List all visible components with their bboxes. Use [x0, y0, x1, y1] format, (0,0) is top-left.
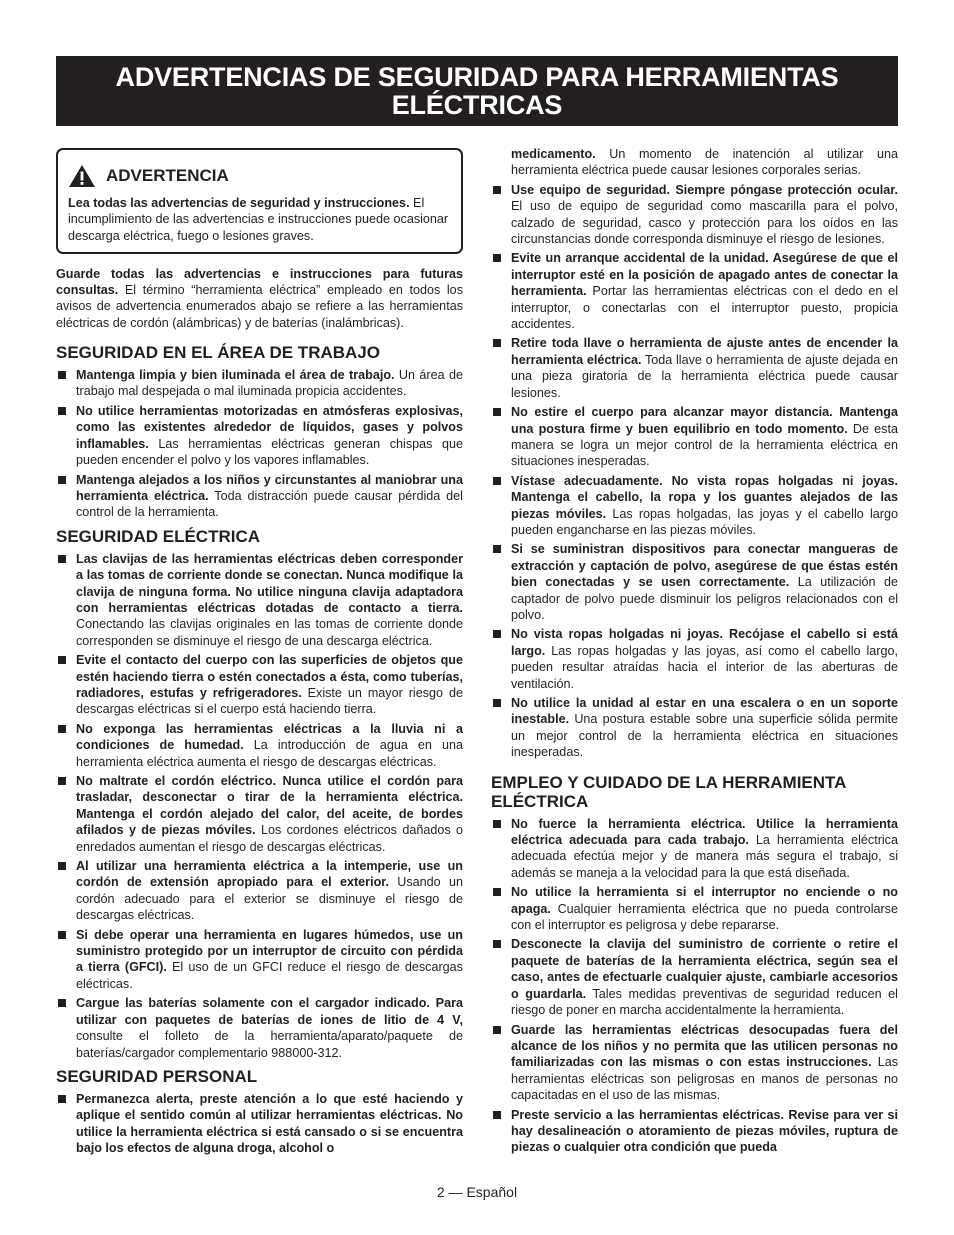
item-text: De esta manera se logra un mejor control de la herramienta eléctrica en situaciones inesperadas.	[511, 421, 898, 469]
item-text: consulte el folleto de la herramienta/aparato/paquete de baterías/cargador complementario 988000-312.	[76, 1029, 463, 1060]
bullet-icon	[58, 931, 66, 939]
personal-continuation	[491, 146, 898, 179]
item-text: Un área de trabajo mal despejada o mal iluminada propicia accidentes.	[76, 368, 464, 399]
list-item	[491, 816, 898, 882]
item-text: Cualquier herramienta eléctrica que no pueda controlarse con el interruptor es peligrosa y debe repararse.	[511, 901, 898, 933]
warning-box	[56, 148, 463, 254]
intro-text: El término “herramienta eléctrica” empleado en todos los avisos de advertencia enumerados abajo se refiere a las herramientas eléctricas de cordón (alámbricas) y de baterías (inalámbricas).	[56, 283, 463, 330]
list-item	[56, 858, 463, 924]
item-bold: No fuerce la herramienta eléctrica. Utilice la herramienta eléctrica adecuada para cada trabajo.	[511, 816, 898, 848]
section-tool-use	[491, 773, 898, 1156]
intro-paragraph	[56, 266, 463, 331]
right-column	[491, 146, 898, 1162]
warning-body-text: El incumplimiento de las advertencias e instrucciones puede ocasionar descarga eléctrica, fuego o lesiones graves.	[68, 196, 449, 243]
item-bold: Retire toda llave o herramienta de ajuste antes de encender la herramienta eléctrica.	[511, 336, 898, 367]
section-title-electrical: SEGURIDAD ELÉCTRICA	[56, 526, 261, 546]
bullet-icon	[493, 1111, 501, 1119]
item-text: Los cordones eléctricos dañados o enredados aumentan el riesgo de descargas eléctricas.	[76, 823, 464, 854]
bullet-icon	[58, 407, 66, 415]
item-text: Un momento de inatención al utilizar una herramienta eléctrica puede causar lesiones corporales serias.	[511, 147, 898, 178]
item-text: Tales medidas preventivas de seguridad reducen el riesgo de poner en marcha accidentalmente la herramienta.	[511, 986, 898, 1018]
item-text: Conectando las clavijas originales en las tomas de corriente donde corresponden se disminuye el riesgo de una descarga eléctrica.	[76, 617, 463, 648]
item-text: Las herramientas eléctricas generan chispas que pueden encender el polvo y los vapores inflamables.	[76, 436, 463, 468]
list-item	[491, 250, 898, 332]
bullet-icon	[493, 186, 501, 194]
tool-use-list	[491, 816, 898, 1156]
item-bold: No vista ropas holgadas ni joyas. Recójase el cabello si está largo.	[511, 627, 898, 658]
list-item	[491, 936, 898, 1018]
item-text: El uso de equipo de seguridad como mascarilla para el polvo, calzado de seguridad, casco y protección para los oídos en las circunstancias donde corresponda disminuye el riesgo de lesiones.	[511, 199, 898, 247]
item-text: El uso de un GFCI reduce el riesgo de descargas eléctricas.	[76, 960, 463, 991]
section-personal	[56, 1067, 463, 1157]
list-item	[56, 721, 463, 770]
bullet-icon	[493, 820, 501, 828]
warning-bold-text: Lea todas las advertencias de seguridad y instrucciones.	[68, 196, 410, 210]
item-bold: Al utilizar una herramienta eléctrica a la intemperie, use un cordón de extensión apropiado para el exterior.	[76, 859, 463, 890]
item-bold: No utilice la herramienta si el interruptor no enciende o no apaga.	[511, 885, 898, 916]
electrical-list	[56, 551, 463, 1061]
left-column	[56, 148, 463, 1163]
bullet-icon	[58, 725, 66, 733]
page-footer: 2 — Español	[436, 1184, 518, 1200]
bullet-icon	[58, 656, 66, 664]
bullet-icon	[493, 940, 501, 948]
list-item	[56, 1091, 463, 1157]
item-bold: medicamento.	[511, 147, 596, 161]
item-bold: No estire el cuerpo para alcanzar mayor distancia. Mantenga una postura firme y buen equilibrio en todo momento.	[511, 405, 898, 436]
item-text: Las ropas holgadas y las joyas, así como el cabello largo, pueden resultar atraídas hacia el interior de las aberturas de ventilación.	[511, 643, 898, 691]
section-title-tool-use: EMPLEO Y CUIDADO DE LA HERRAMIENTA ELÉCTRICA	[491, 772, 846, 811]
item-bold: Si debe operar una herramienta en lugares húmedos, use un suministro protegido por un interruptor de circuito con pérdida a tierra (GFCI).	[76, 927, 463, 975]
item-bold: Guarde las herramientas eléctricas desocupadas fuera del alcance de los niños y no permita que las utilicen personas no familiarizadas con las mismas o con estas instrucciones.	[511, 1022, 898, 1070]
item-bold: Desconecte la clavija del suministro de corriente o retire el paquete de baterías de la herramienta eléctrica, según sea el caso, antes de efectuarle cualquier ajuste, cambiarle accesorios o guardarla.	[511, 937, 898, 1001]
warning-triangle-icon	[68, 164, 96, 188]
bullet-icon	[58, 476, 66, 484]
item-bold: Mantenga alejados a los niños y circunstantes al maniobrar una herramienta eléctrica.	[76, 472, 463, 503]
work-area-list	[56, 367, 463, 521]
bullet-icon	[58, 999, 66, 1007]
section-work-area	[56, 343, 463, 521]
personal-list-continued	[491, 182, 898, 761]
list-item	[56, 551, 463, 649]
personal-list	[56, 1091, 463, 1157]
bullet-icon	[58, 862, 66, 870]
bullet-icon	[493, 545, 501, 553]
bullet-icon	[493, 339, 501, 347]
item-bold: Evite el contacto del cuerpo con las superficies de objetos que estén haciendo tierra o estén conectados a ésta, como tuberías, radiadores, estufas y refrigeradores.	[76, 653, 463, 700]
item-text: La utilización de captador de polvo puede disminuir los peligros relacionados con el polvo.	[511, 575, 898, 622]
item-bold: Use equipo de seguridad. Siempre póngase protección ocular.	[511, 182, 898, 197]
list-item	[491, 884, 898, 933]
item-bold: Las clavijas de las herramientas eléctricas deben corresponder a las tomas de corriente donde se conectan. Nunca modifique la clavija de ninguna forma. No utilice ninguna clavija adaptadora con herramientas eléctricas dotadas de contacto a tierra.	[76, 551, 463, 615]
item-bold: No exponga las herramientas eléctricas a la lluvia ni a condiciones de humedad.	[76, 721, 463, 753]
list-item	[491, 182, 898, 248]
item-bold: No utilice herramientas motorizadas en atmósferas explosivas, como las existentes alrededor de líquidos, gases y polvos inflamables.	[76, 403, 463, 451]
warning-text	[68, 195, 451, 244]
list-item	[491, 541, 898, 623]
item-text: Toda distracción puede causar pérdida del control de la herramienta.	[76, 488, 463, 520]
item-text: Toda llave o herramienta de ajuste dejada en una pieza giratoria de la herramienta eléctrica puede causar lesiones.	[511, 352, 898, 400]
item-text: Portar las herramientas eléctricas con el dedo en el interruptor, o conectarlas con el interruptor puesto, propicia accidentes.	[511, 284, 898, 332]
list-item	[491, 404, 898, 470]
bullet-icon	[58, 777, 66, 785]
list-item	[56, 773, 463, 855]
item-bold: Vístase adecuadamente. No vista ropas holgadas ni joyas. Mantenga el cabello, la ropa y los guantes alejados de las piezas móviles.	[511, 473, 898, 521]
item-text: Existe un mayor riesgo de descargas eléctricas si el cuerpo está haciendo tierra.	[76, 685, 463, 717]
item-bold: Si se suministran dispositivos para conectar mangueras de extracción y captación de polvo, asegúrese de que éstas estén bien conectadas y se usen correctamente.	[511, 542, 898, 590]
list-item	[56, 367, 463, 400]
item-text: Usando un cordón adecuado para el exterior se disminuye el riesgo de descargas eléctricas.	[76, 875, 463, 923]
item-text: La introducción de agua en una herramienta eléctrica aumenta el riesgo de descargas eléctricas.	[76, 738, 463, 769]
item-text: Las herramientas eléctricas son peligrosas en manos de personas no capacitadas en el uso de las mismas.	[511, 1055, 898, 1103]
section-title-personal: SEGURIDAD PERSONAL	[56, 1066, 258, 1086]
list-item	[56, 472, 463, 521]
list-item	[491, 626, 898, 692]
bullet-icon	[493, 699, 501, 707]
list-item	[56, 995, 463, 1061]
page-title: ADVERTENCIAS DE SEGURIDAD PARA HERRAMIENTAS ELÉCTRICAS	[115, 62, 839, 120]
item-bold: Preste servicio a las herramientas eléctricas. Revise para ver si hay desalineación o atoramiento de piezas móviles, ruptura de piezas o cualquier otra condición que pueda	[511, 1107, 898, 1155]
bullet-icon	[493, 630, 501, 638]
list-item	[491, 695, 898, 761]
item-bold: No maltrate el cordón eléctrico. Nunca utilice el cordón para trasladar, desconectar o tirar de la herramienta eléctrica. Mantenga el cordón alejado del calor, del aceite, de bordes afilados y de piezas móviles.	[76, 774, 463, 838]
list-item	[491, 1022, 898, 1104]
bullet-icon	[493, 408, 501, 416]
bullet-icon	[58, 1095, 66, 1103]
bullet-icon	[493, 477, 501, 485]
bullet-icon	[58, 371, 66, 379]
item-bold: No utilice la unidad al estar en una escalera o en un soporte inestable.	[511, 696, 898, 727]
list-item	[491, 1107, 898, 1156]
section-electrical	[56, 527, 463, 1061]
intro-bold: Guarde todas las advertencias e instrucciones para futuras consultas.	[56, 266, 463, 298]
list-item	[491, 335, 898, 401]
bullet-icon	[493, 254, 501, 262]
item-text: Las ropas holgadas, las joyas y el cabello largo pueden engancharse en las piezas móviles.	[511, 506, 898, 537]
item-bold: Permanezca alerta, preste atención a lo que esté haciendo y aplique el sentido común al utilizar herramientas eléctricas. No utilice la herramienta eléctrica si está cansado o si se encuentra bajo los efectos de alguna droga, alcohol o	[76, 1091, 463, 1156]
section-title-work-area: SEGURIDAD EN EL ÁREA DE TRABAJO	[56, 343, 380, 363]
bullet-icon	[493, 888, 501, 896]
list-item	[56, 403, 463, 469]
item-text: Una postura estable sobre una superficie sólida permite un mejor control de la herramienta eléctrica en situaciones inesperadas.	[511, 712, 898, 760]
warning-title: ADVERTENCIA	[106, 166, 229, 185]
list-item	[491, 473, 898, 539]
item-bold: Mantenga limpia y bien iluminada el área de trabajo.	[76, 368, 395, 383]
warning-title-row	[68, 164, 451, 188]
bullet-icon	[58, 555, 66, 563]
page-header	[56, 56, 898, 126]
bullet-icon	[493, 1026, 501, 1034]
list-item	[56, 927, 463, 993]
item-bold: Evite un arranque accidental de la unidad. Asegúrese de que el interruptor esté en la posición de apagado antes de conectar la herramienta.	[511, 251, 898, 299]
item-bold: Cargue las baterías solamente con el cargador indicado. Para utilizar con paquetes de baterías de iones de litio de 4 V,	[76, 996, 463, 1027]
list-item	[56, 652, 463, 718]
item-text: La herramienta eléctrica adecuada efectúa mejor y de manera más segura el trabajo, si además se maneja a la velocidad para la que está diseñada.	[511, 833, 898, 880]
